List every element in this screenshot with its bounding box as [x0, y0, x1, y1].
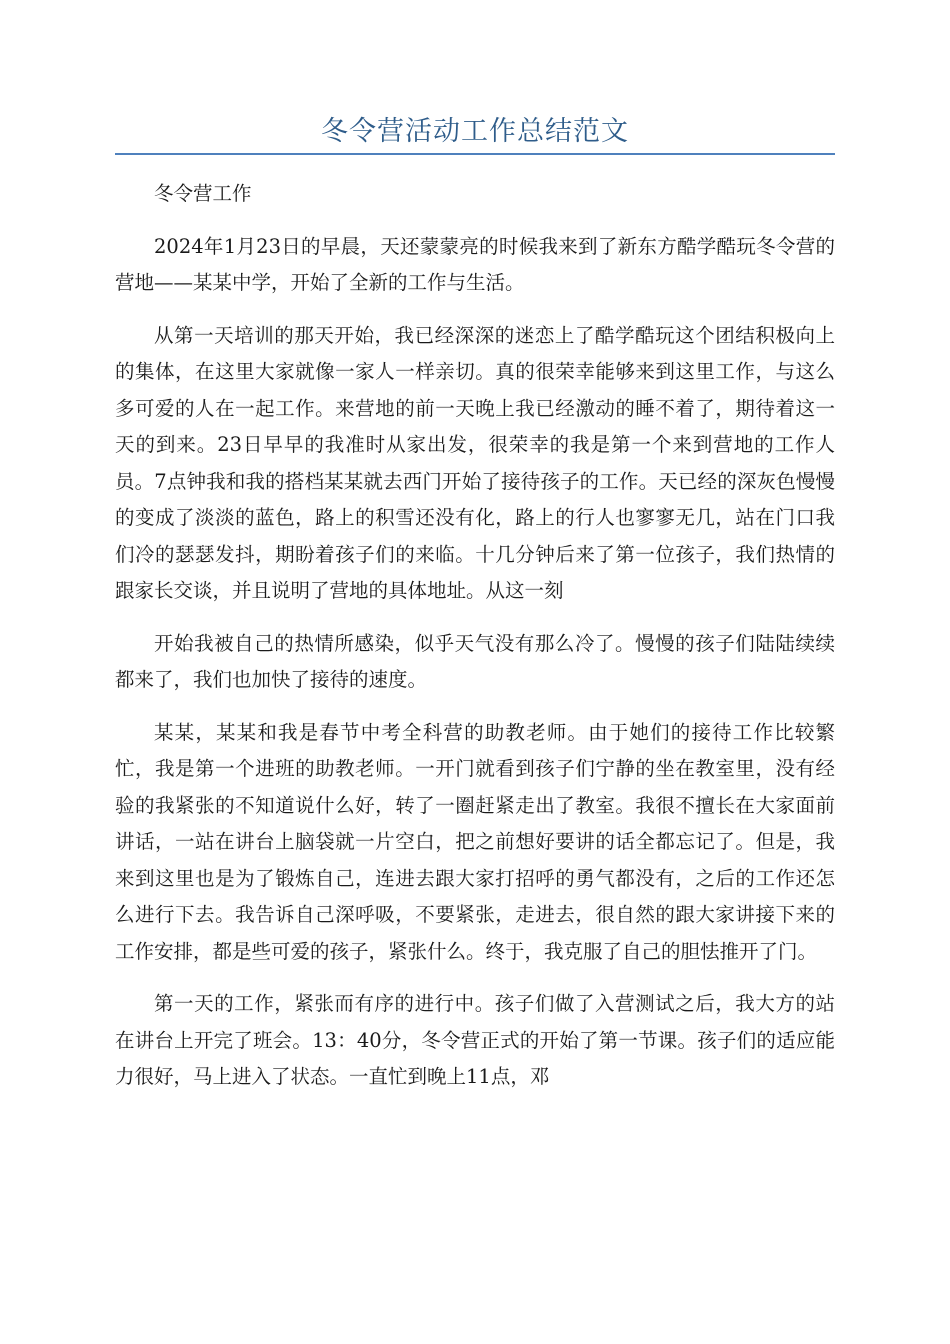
paragraph: 开始我被自己的热情所感染，似乎天气没有那么冷了。慢慢的孩子们陆陆续续都来了，我们也加快了接待的速度。	[115, 631, 835, 691]
paragraph: 从第一天培训的那天开始，我已经深深的迷恋上了酷学酷玩这个团结积极向上的集体，在这里大家就像一家人一样亲切。真的很荣幸能够来到这里工作，与这么多可爱的人在一起工作。来营地的前一天晚上我已经激动的睡不着了，期待着这一天的到来。23日早早的我准时从家出发，很荣幸的我是第一个来到营地的工作人员。7点钟我和我的搭档某某就去西门开始了接待孩子的工作。天已经的深灰色慢慢的变成了淡淡的蓝色，路上的积雪还没有化，路上的行人也寥寥无几，站在门口我们冷的瑟瑟发抖，期盼着孩子们的来临。十几分钟后来了第一位孩子，我们热情的跟家长交谈，并且说明了营地的具体地址。从这一刻	[115, 323, 835, 602]
paragraph: 第一天的工作，紧张而有序的进行中。孩子们做了入营测试之后，我大方的站在讲台上开完了班会。13：40分，冬令营正式的开始了第一节课。孩子们的适应能力很好，马上进入了状态。一直忙到晚上11点，邓	[115, 992, 835, 1088]
section-heading: 冬令营工作	[154, 182, 252, 205]
document-body	[115, 176, 835, 1112]
paragraph: 某某，某某和我是春节中考全科营的助教老师。由于她们的接待工作比较繁忙，我是第一个进班的助教老师。一开门就看到孩子们宁静的坐在教室里，没有经验的我紧张的不知道说什么好，转了一圈赶紧走出了教室。我很不擅长在大家面前讲话，一站在讲台上脑袋就一片空白，把之前想好要讲的话全都忘记了。但是，我来到这里也是为了锻炼自己，连进去跟大家打招呼的勇气都没有，之后的工作还怎么进行下去。我告诉自己深呼吸，不要紧张，走进去，很自然的跟大家讲接下来的工作安排，都是些可爱的孩子，紧张什么。终于，我克服了自己的胆怯推开了门。	[115, 720, 835, 963]
title-underline	[115, 153, 835, 155]
paragraph: 2024年1月23日的早晨，天还蒙蒙亮的时候我来到了新东方酷学酷玩冬令营的营地——某某中学，开始了全新的工作与生活。	[115, 234, 835, 294]
document-title: 冬令营活动工作总结范文	[321, 116, 629, 147]
